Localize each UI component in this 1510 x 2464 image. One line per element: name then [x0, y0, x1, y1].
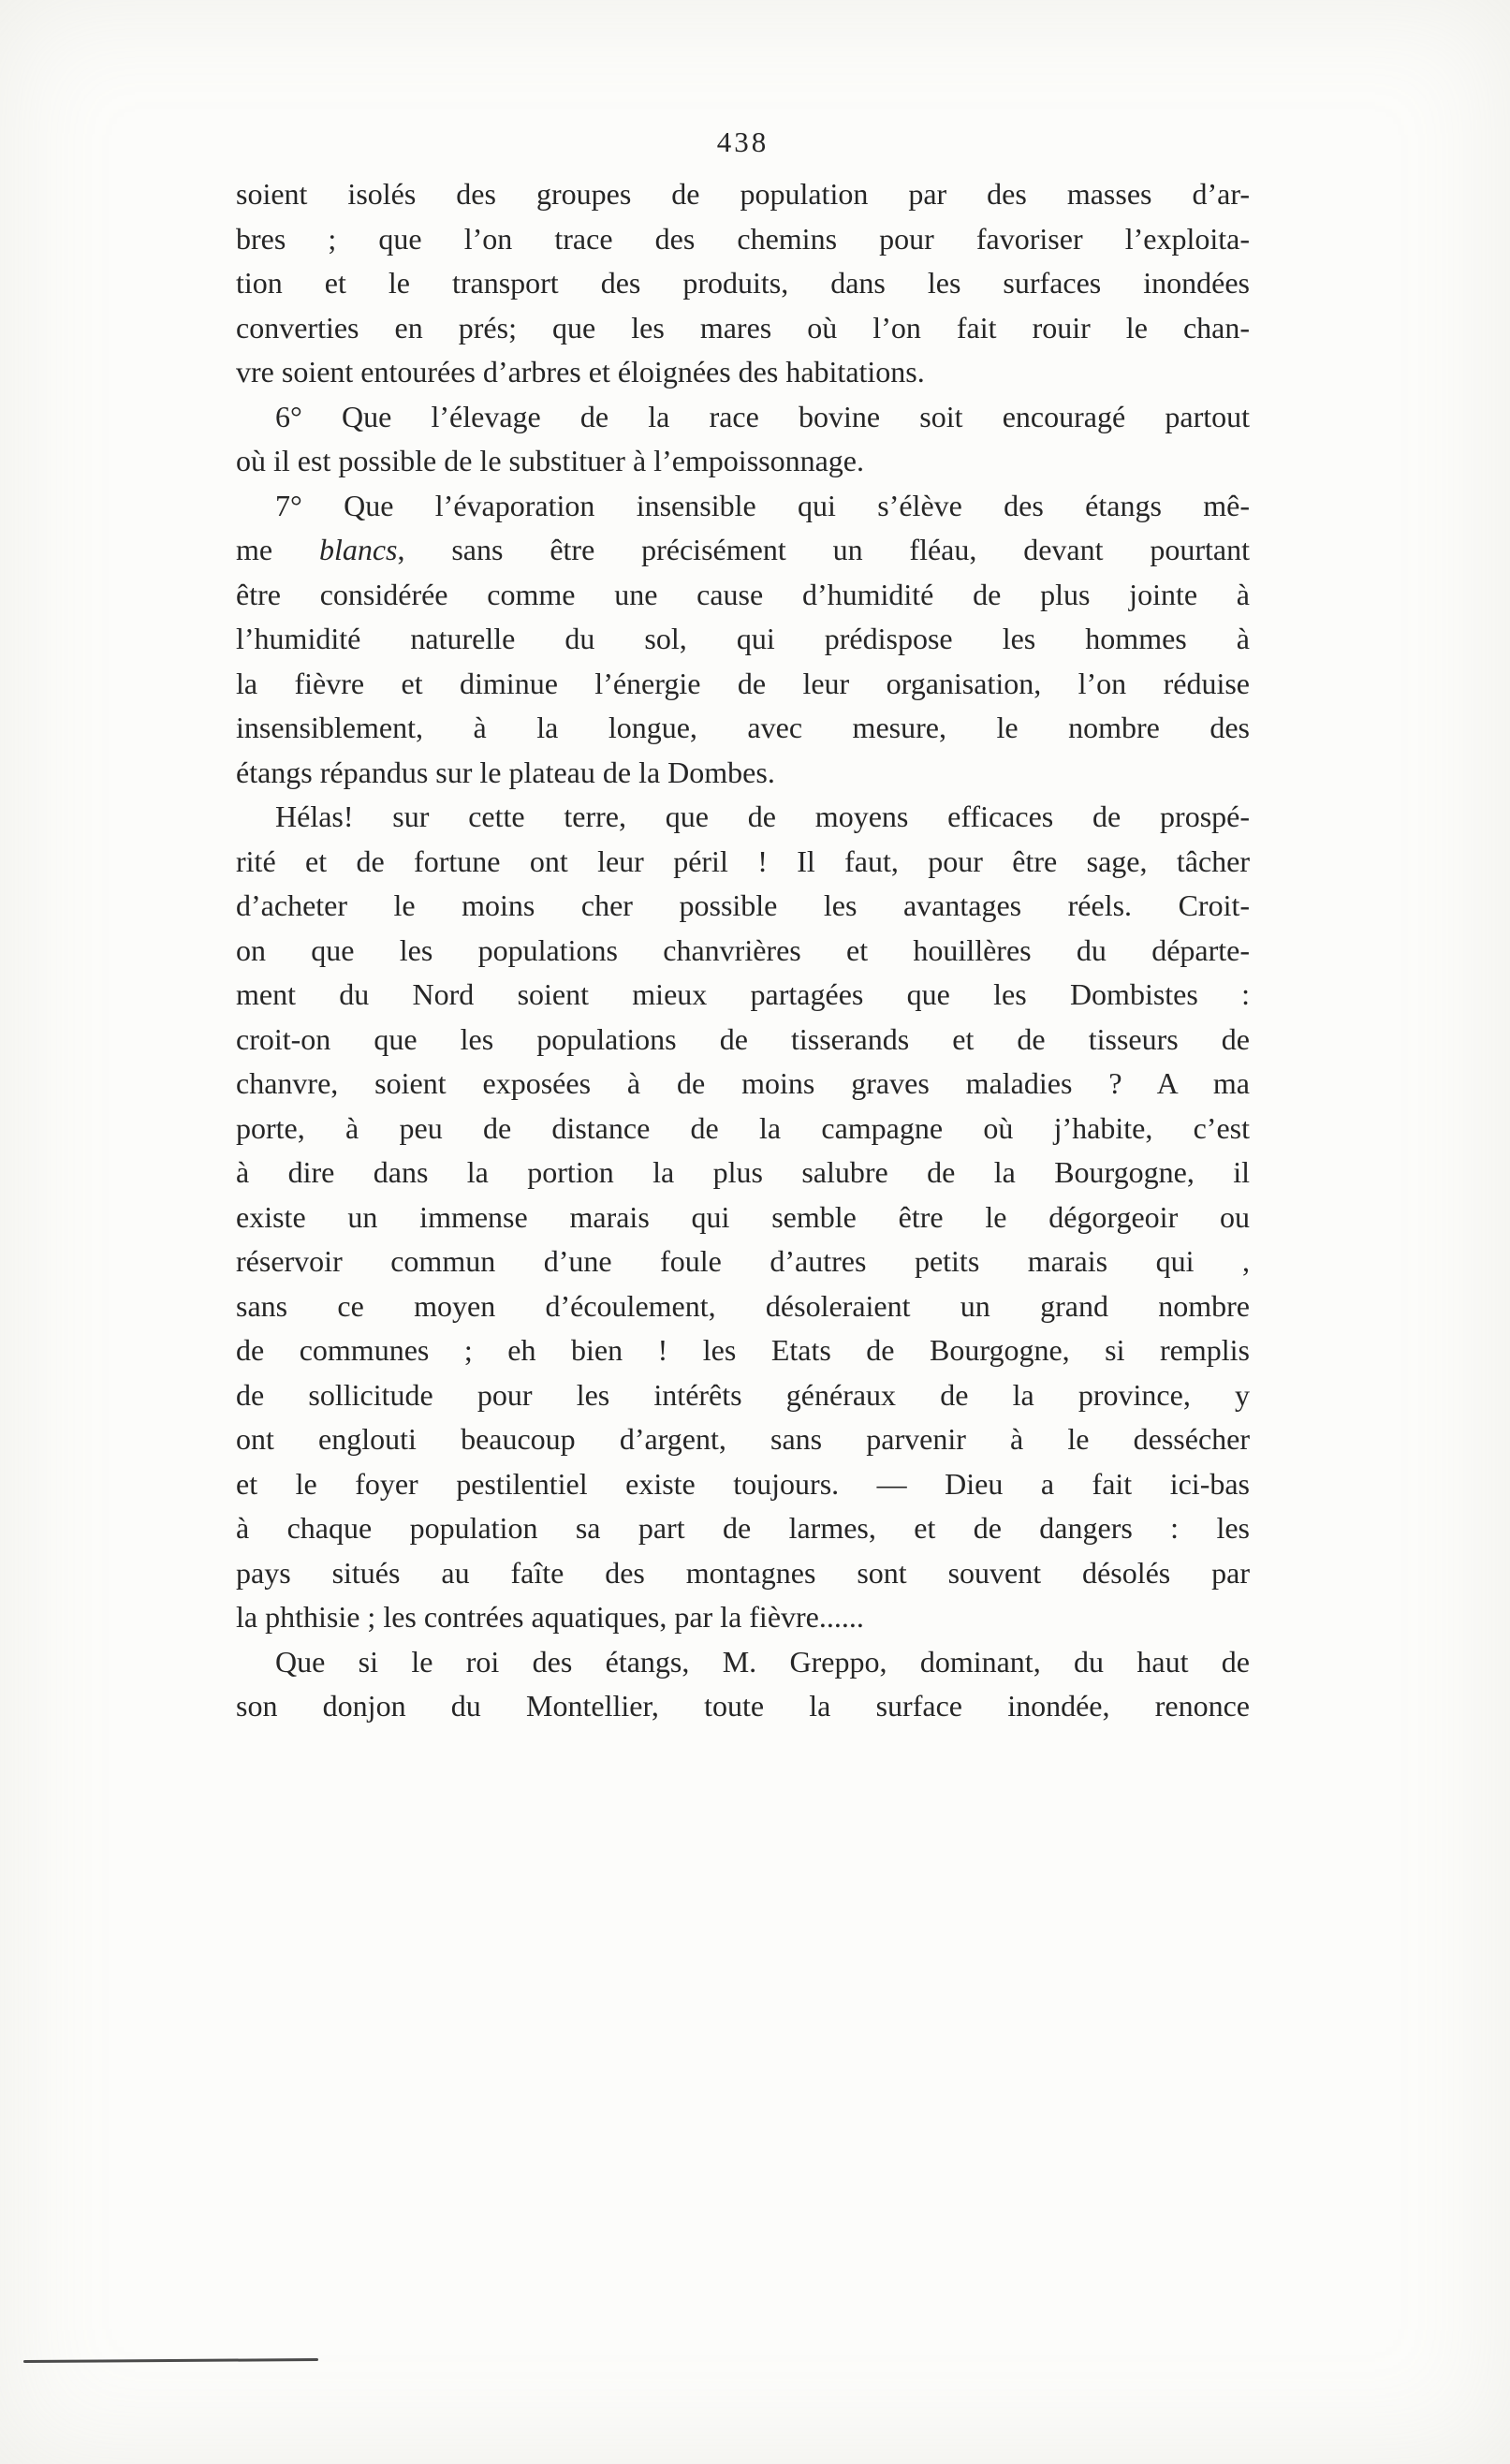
- text-segment: l’humidité naturelle du sol, qui prédispose les hommes à: [236, 622, 1250, 655]
- text-segment: pays situés au faîte des montagnes sont souvent désolés par: [236, 1555, 1250, 1590]
- text-line: [236, 217, 1250, 262]
- text-segment: porte, à peu de distance de la campagne où j’habite, c’est: [236, 1110, 1250, 1145]
- text-segment: d’acheter le moins cher possible les avantages réels. Croit-: [236, 888, 1250, 922]
- text-block: [236, 172, 1250, 1729]
- text-segment: réservoir commun d’une foule d’autres petits marais qui ,: [236, 1244, 1250, 1278]
- text-line: [236, 1018, 1250, 1063]
- text-line: [236, 1462, 1250, 1507]
- text-segment: être considérée comme une cause d’humidité de plus jointe à: [236, 577, 1250, 611]
- text-segment: sans ce moyen d’écoulement, désoleraient un grand nombre: [236, 1288, 1250, 1323]
- text-line: [236, 1506, 1250, 1551]
- text-segment: converties en prés; que les mares où l’on fait rouir le chan-: [236, 310, 1250, 345]
- bottom-margin-rule: [23, 2358, 318, 2363]
- text-segment: de sollicitude pour les intérêts généraux de la province, y: [236, 1377, 1250, 1412]
- paragraph: [236, 484, 1250, 796]
- text-line: [236, 1284, 1250, 1329]
- text-line: [236, 1640, 1250, 1685]
- text-line: [236, 706, 1250, 751]
- text-line: [236, 617, 1250, 662]
- text-segment: à dire dans la portion la plus salubre de la Bourgogne, il: [236, 1155, 1250, 1189]
- text-segment: chanvre, soient exposées à de moins graves maladies ? A ma: [236, 1066, 1250, 1100]
- text-line: [236, 884, 1250, 929]
- text-line: [236, 795, 1250, 840]
- text-segment: rité et de fortune ont leur péril ! Il faut, pour être sage, tâcher: [236, 843, 1250, 878]
- text-line: [236, 573, 1250, 618]
- text-segment: tion et le transport des produits, dans les surfaces inondées: [236, 266, 1250, 300]
- paragraph: [236, 395, 1250, 484]
- text-segment: Hélas! sur cette terre, que de moyens efficaces de prospé-: [275, 799, 1250, 833]
- text-segment: bres ; que l’on trace des chemins pour favoriser l’exploita-: [236, 221, 1250, 256]
- text-line: [236, 973, 1250, 1018]
- text-line: [236, 751, 1250, 796]
- text-line: [236, 439, 1250, 484]
- paragraph: [236, 172, 1250, 395]
- text-segment: 6° Que l’élevage de la race bovine soit encouragé partout: [275, 399, 1250, 433]
- text-line: [236, 662, 1250, 707]
- text-line: [236, 840, 1250, 885]
- text-line: [236, 1373, 1250, 1418]
- text-segment: ment du Nord soient mieux partagées que les Dombistes :: [236, 977, 1250, 1011]
- text-line: [236, 1239, 1250, 1284]
- text-segment: existe un immense marais qui semble être le dégorgeoir ou: [236, 1199, 1250, 1234]
- text-line: [236, 1062, 1250, 1107]
- text-line: [236, 261, 1250, 306]
- page-number: 438: [716, 125, 770, 158]
- text-line: [236, 1328, 1250, 1373]
- text-line: [236, 1684, 1250, 1729]
- text-line: [236, 1151, 1250, 1195]
- text-line: [236, 1551, 1250, 1596]
- text-segment: 7° Que l’évaporation insensible qui s’élève des étangs mê-: [275, 488, 1250, 522]
- text-line: [236, 1107, 1250, 1151]
- text-line: [236, 172, 1250, 217]
- text-segment: la phthisie ; les contrées aquatiques, par la fièvre......: [236, 1600, 864, 1634]
- text-line: [236, 929, 1250, 974]
- text-line: [236, 528, 1250, 573]
- text-segment: me: [236, 533, 319, 566]
- text-segment: , sans être précisément un fléau, devant pourtant: [397, 533, 1251, 566]
- text-segment: ont englouti beaucoup d’argent, sans parvenir à le dessécher: [236, 1422, 1250, 1456]
- text-segment: vre soient entourées d’arbres et éloignées des habitations.: [236, 355, 925, 389]
- text-segment: insensiblement, à la longue, avec mesure, le nombre des: [236, 711, 1250, 744]
- text-line: [236, 350, 1250, 395]
- text-line: [236, 1595, 1250, 1640]
- text-line: [236, 1417, 1250, 1462]
- text-segment: à chaque population sa part de larmes, et de dangers : les: [236, 1511, 1250, 1545]
- text-segment: et le foyer pestilentiel existe toujours. — Dieu a fait ici-bas: [236, 1466, 1250, 1501]
- text-segment: de communes ; eh bien ! les Etats de Bourgogne, si remplis: [236, 1333, 1250, 1367]
- paragraph: [236, 1640, 1250, 1729]
- text-segment: étangs répandus sur le plateau de la Dombes.: [236, 755, 775, 789]
- text-line: [236, 395, 1250, 440]
- text-segment: son donjon du Montellier, toute la surface inondée, renonce: [236, 1689, 1250, 1723]
- text-segment: où il est possible de le substituer à l’empoissonnage.: [236, 444, 864, 477]
- text-segment: soient isolés des groupes de population par des masses d’ar-: [236, 177, 1250, 211]
- text-line: [236, 1195, 1250, 1240]
- text-segment: croit-on que les populations de tisserands et de tisseurs de: [236, 1021, 1250, 1056]
- paragraph: [236, 795, 1250, 1640]
- text-line: [236, 484, 1250, 529]
- text-segment: Que si le roi des étangs, M. Greppo, dominant, du haut de: [275, 1644, 1250, 1679]
- text-line: [236, 306, 1250, 351]
- text-segment: on que les populations chanvrières et houillères du départe-: [236, 932, 1250, 967]
- text-segment: la fièvre et diminue l’énergie de leur organisation, l’on réduise: [236, 666, 1250, 700]
- italic-text-segment: blancs: [318, 533, 398, 566]
